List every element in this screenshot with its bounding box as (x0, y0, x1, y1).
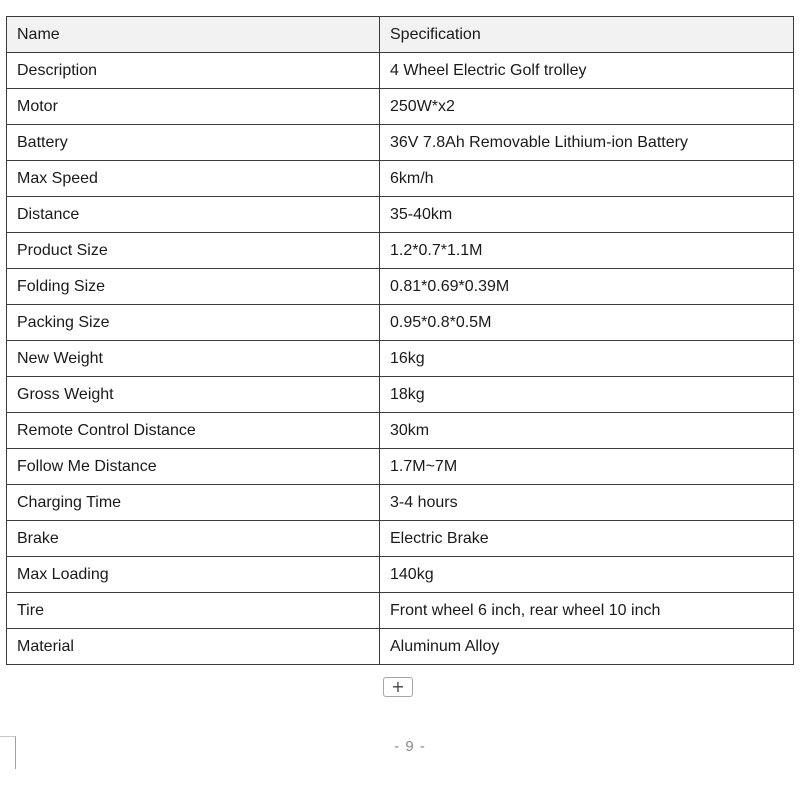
table-row (7, 305, 794, 341)
page-corner-mark (0, 736, 16, 769)
row-name-cell[interactable]: Distance (7, 197, 380, 233)
row-name-cell[interactable]: Product Size (7, 233, 380, 269)
row-name-cell[interactable]: Charging Time (7, 485, 380, 521)
table-row (7, 341, 794, 377)
table-row (7, 161, 794, 197)
row-name-cell[interactable]: New Weight (7, 341, 380, 377)
row-value-cell[interactable]: 36V 7.8Ah Removable Lithium-ion Battery (380, 125, 794, 161)
table-header-row (7, 17, 794, 53)
table-row (7, 233, 794, 269)
page-number: - 9 - (394, 738, 426, 755)
row-value-cell[interactable]: 18kg (380, 377, 794, 413)
plus-icon: + (391, 677, 405, 696)
row-name-cell[interactable]: Motor (7, 89, 380, 125)
table-row (7, 485, 794, 521)
table-row (7, 521, 794, 557)
row-name-cell[interactable]: Follow Me Distance (7, 449, 380, 485)
table-row (7, 413, 794, 449)
header-specification-cell[interactable]: Specification (380, 17, 794, 53)
table-row (7, 269, 794, 305)
row-name-cell[interactable]: Packing Size (7, 305, 380, 341)
table-row (7, 377, 794, 413)
add-row-button[interactable] (383, 677, 413, 697)
row-value-cell[interactable]: 4 Wheel Electric Golf trolley (380, 53, 794, 89)
row-name-cell[interactable]: Description (7, 53, 380, 89)
row-value-cell[interactable]: Aluminum Alloy (380, 629, 794, 665)
row-name-cell[interactable]: Max Speed (7, 161, 380, 197)
row-name-cell[interactable]: Brake (7, 521, 380, 557)
row-value-cell[interactable]: Front wheel 6 inch, rear wheel 10 inch (380, 593, 794, 629)
row-name-cell[interactable]: Max Loading (7, 557, 380, 593)
row-value-cell[interactable]: 3-4 hours (380, 485, 794, 521)
row-value-cell[interactable]: 30km (380, 413, 794, 449)
table-row (7, 593, 794, 629)
row-name-cell[interactable]: Battery (7, 125, 380, 161)
row-value-cell[interactable]: 1.2*0.7*1.1M (380, 233, 794, 269)
table-row (7, 197, 794, 233)
row-value-cell[interactable]: 0.95*0.8*0.5M (380, 305, 794, 341)
row-name-cell[interactable]: Remote Control Distance (7, 413, 380, 449)
table-row (7, 449, 794, 485)
row-value-cell[interactable]: 250W*x2 (380, 89, 794, 125)
row-value-cell[interactable]: 0.81*0.69*0.39M (380, 269, 794, 305)
row-name-cell[interactable]: Material (7, 629, 380, 665)
row-value-cell[interactable]: 35-40km (380, 197, 794, 233)
row-name-cell[interactable]: Gross Weight (7, 377, 380, 413)
row-name-cell[interactable]: Tire (7, 593, 380, 629)
row-value-cell[interactable]: 16kg (380, 341, 794, 377)
row-value-cell[interactable]: 6km/h (380, 161, 794, 197)
header-name-cell[interactable]: Name (7, 17, 380, 53)
row-value-cell[interactable]: 140kg (380, 557, 794, 593)
row-name-cell[interactable]: Folding Size (7, 269, 380, 305)
table-row (7, 557, 794, 593)
row-value-cell[interactable]: 1.7M~7M (380, 449, 794, 485)
row-value-cell[interactable]: Electric Brake (380, 521, 794, 557)
table-row (7, 89, 794, 125)
table-row (7, 53, 794, 89)
table-row (7, 125, 794, 161)
table-row (7, 629, 794, 665)
specification-table (6, 16, 794, 665)
